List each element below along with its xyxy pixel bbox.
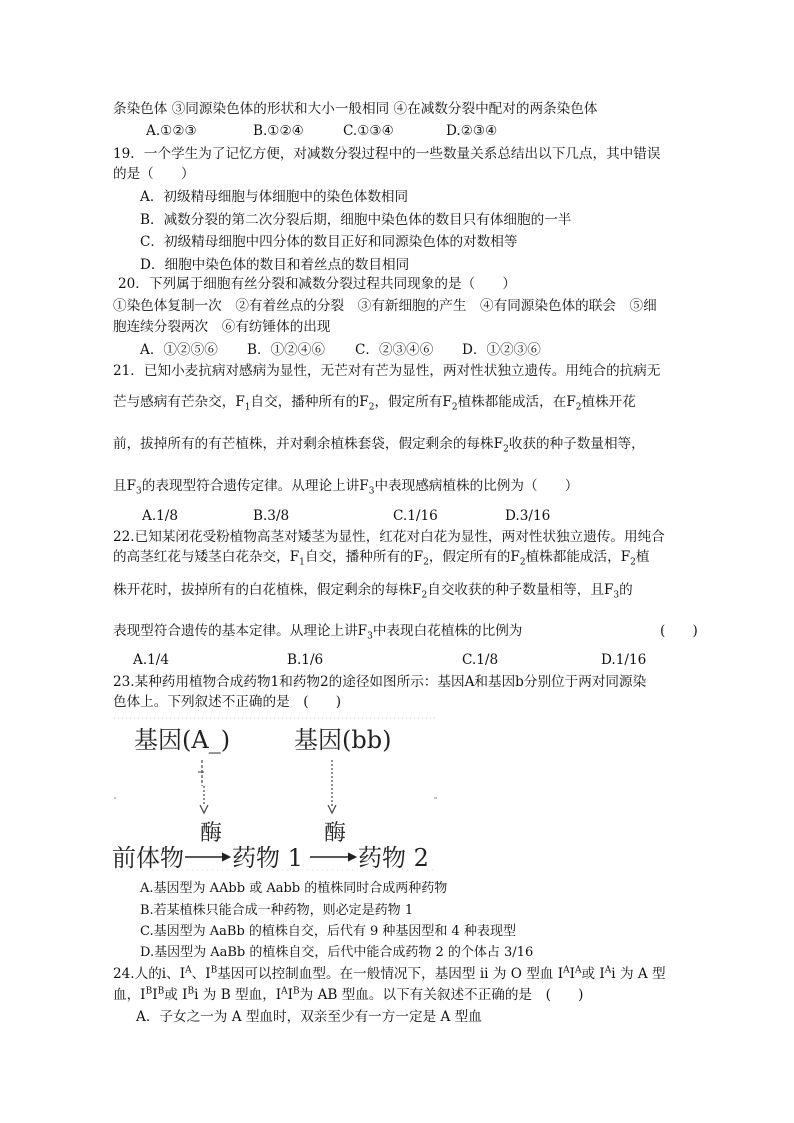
q20-items-cont: 胞连续分裂两次 ⑥有纺锤体的出现 <box>113 319 331 335</box>
q21-line2: 芒与感病有芒杂交，$F_1$自交，播种所有的$F_2$，假定所有$F_2$植株都能成活，在$F_2$植株开花 <box>113 394 636 413</box>
reaction-arrow-2-head <box>348 853 356 861</box>
q23-option-d: D.基因型为 AaBb 的植株自交，后代中能合成药物 2 的个体占 3/16 <box>140 945 534 960</box>
q22-option-d: D.1/16 <box>601 652 647 668</box>
q18-continuation: 条染色体 ③同源染色体的形状和大小一般相同 ④在减数分裂中配对的两条染色体 <box>113 101 598 117</box>
q23-option-c: C.基因型为 AaBb 的植株自交，后代有 9 种基因型和 4 种表现型 <box>140 924 516 939</box>
q19-option-d: D．细胞中染色体的数目和着丝点的数目相同 <box>140 257 410 273</box>
q20-items: ①染色体复制一次 ②有着丝点的分裂 ③有新细胞的产生 ④有同源染色体的联会 ⑤细 <box>113 298 657 314</box>
q22-option-a: A.1/4 <box>133 652 170 668</box>
q19-option-c: C．初级精母细胞中四分体的数目正好和同源染色体的对数相等 <box>140 234 518 250</box>
gene-a-arrow-head <box>200 805 208 813</box>
q22-line4: 表现型符合遗传的基本定律。从理论上讲$F_3$中表现白花植株的比例为 <box>113 623 523 642</box>
q22-option-b: B.1/6 <box>287 652 324 668</box>
q19-option-b: B．减数分裂的第二次分裂后期，细胞中染色体的数目只有体细胞的一半 <box>140 212 572 228</box>
gene-bb-label: 基因(bb) <box>294 726 392 754</box>
q19-option-a: A．初级精母细胞与体细胞中的染色体数相同 <box>140 189 409 205</box>
q21-line4: 且$F_3$的表现型符合遗传定律。从理论上讲$F_3$中表现感病植株的比例为（ ） <box>113 478 579 497</box>
q23-option-b: B.若某植株只能合成一种药物，则必定是药物 1 <box>140 903 414 918</box>
drug-1-label: 药物 1 <box>232 844 303 872</box>
q22-stem: 22.已知某闭花受粉植物高茎对矮茎为显性，红花对白花为显性，两对性状独立遗传。用纯合 <box>113 529 665 545</box>
q23-stem: 23.某种药用植物合成药物1和药物2的途径如图所示：基因A和基因b分别位于两对同源染 <box>113 674 647 690</box>
enzyme-label-2: 酶 <box>324 821 347 846</box>
q21-option-b: B.3/8 <box>253 508 290 524</box>
q18-option-d: D.②③④ <box>446 123 498 139</box>
q19-stem: 19．一个学生为了记忆方便，对减数分裂过程中的一些数量关系总结出以下几点，其中错误 <box>113 146 661 162</box>
q24-stem-cont: 血，$I^BI^B$或 $I^Bi$ 为 B 型血，$I^AI^B$为 AB 型血。以下有关叙述不正确的是 ( ) <box>113 986 584 1003</box>
enzyme-label-1: 酶 <box>200 821 223 846</box>
drug-2-label: 药物 2 <box>358 844 429 872</box>
q22-option-c: C.1/8 <box>462 652 499 668</box>
precursor-label: 前体物 <box>112 844 184 872</box>
q24-option-a: A．子女之一为 A 型血时，双亲至少有一方一定是 A 型血 <box>136 1009 482 1025</box>
q20-stem: 20．下列属于细胞有丝分裂和减数分裂过程共同现象的是（ ） <box>118 276 516 292</box>
q23-option-a: A.基因型为 AAbb 或 Aabb 的植株同时合成两种药物 <box>140 881 448 896</box>
q22-answer-paren: ( ) <box>660 623 698 639</box>
q20-option-c: C．②③④⑥ <box>355 342 434 358</box>
q20-option-b: B．①②④⑥ <box>247 342 325 358</box>
pathway-diagram <box>112 716 442 876</box>
q21-option-d: D.3/16 <box>505 508 551 524</box>
q21-option-c: C.1/16 <box>393 508 438 524</box>
q20-option-d: D．①②③⑥ <box>462 342 541 358</box>
q19-stem-cont: 的是（ ） <box>113 166 195 182</box>
q20-option-a: A．①②⑤⑥ <box>140 342 218 358</box>
gene-bb-arrow-head <box>328 805 336 813</box>
q21-line3: 前，拔掉所有的有芒植株，并对剩余植株套袋，假定剩余的每株$F_2$收获的种子数量相等， <box>113 436 645 455</box>
q18-option-b: B.①②④ <box>253 123 304 139</box>
q23-stem-cont: 色体上。下列叙述不正确的是 ( ) <box>113 694 342 710</box>
q24-stem: 24.人的i、$I^A$、$I^B$基因可以控制血型。在一般情况下，基因型 ii 为 O 型血 $I^AI^A$或 $I^Ai$ 为 A 型 <box>113 965 666 982</box>
reaction-arrow-1-head <box>222 853 230 861</box>
q21-option-a: A.1/8 <box>142 508 179 524</box>
q22-line2: 的高茎红花与矮茎白花杂交，$F_1$自交，播种所有的$F_2$，假定所有的$F_2$植株都能成活，$F_2$植 <box>113 549 650 568</box>
q21-stem: 21．已知小麦抗病对感病为显性，无芒对有芒为显性，两对性状独立遗传。用纯合的抗病无 <box>113 363 661 379</box>
q22-line3: 株开花时，拔掉所有的白花植株，假定剩余的每株$F_2$自交收获的种子数量相等，且$F_3$的 <box>113 582 633 601</box>
gene-a-label: 基因(A_) <box>134 726 231 754</box>
q18-option-c: C.①③④ <box>343 123 394 139</box>
q18-option-a: A.①②③ <box>146 123 197 139</box>
